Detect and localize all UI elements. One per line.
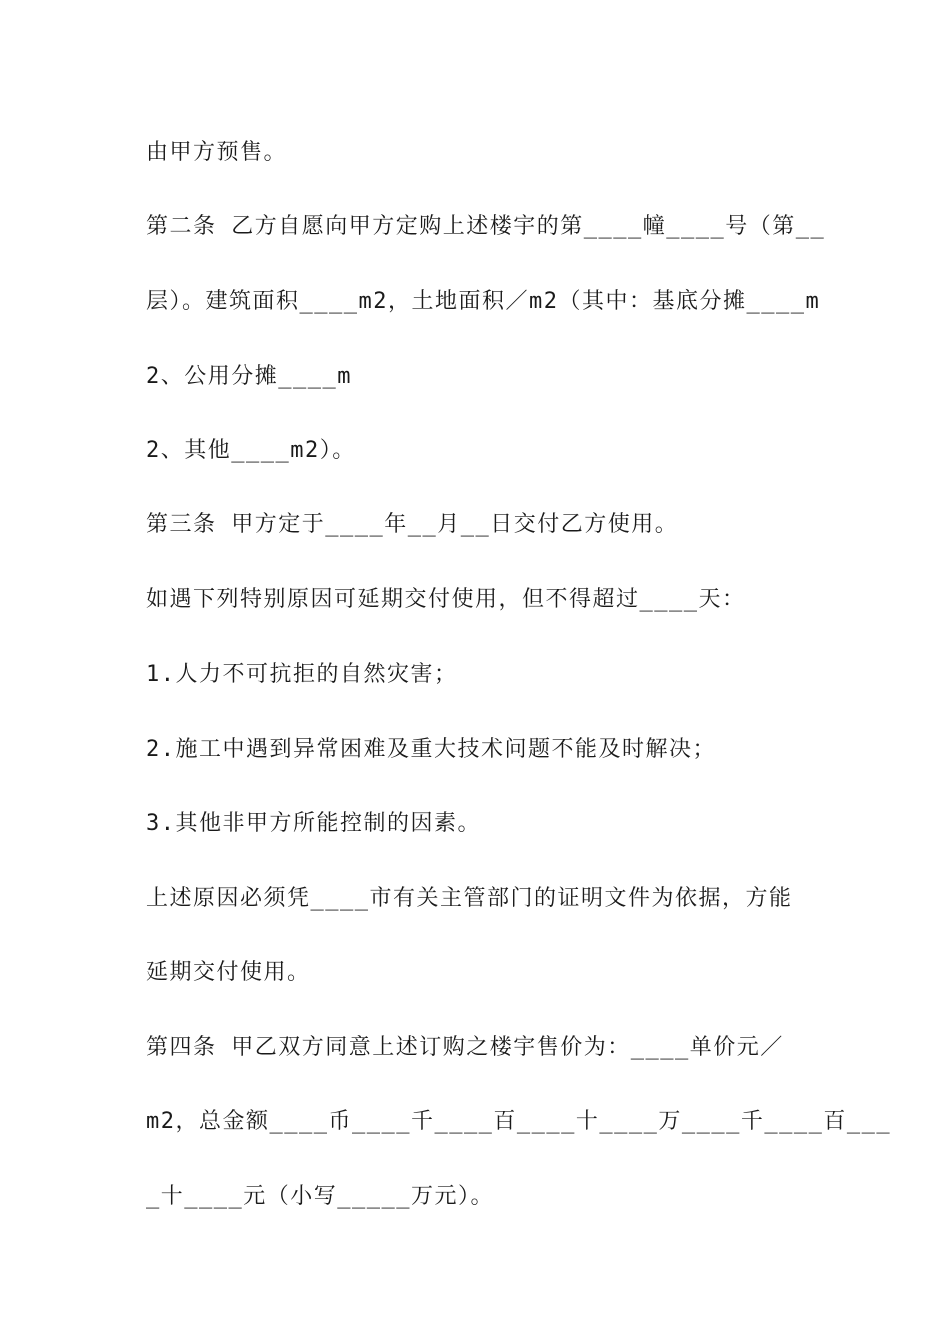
article-two-line-2: 层）。建筑面积____m2，土地面积／m2（其中：基底分摊____m — [146, 289, 821, 314]
article-four-line-1: 第四条 甲乙双方同意上述订购之楼宇售价为：____单价元／ — [146, 1035, 784, 1060]
paragraph-line: 由甲方预售。 — [146, 140, 288, 165]
article-four-line-3: _十____元（小写_____万元）。 — [146, 1184, 494, 1209]
article-two-line-3: 2、公用分摊____m — [146, 364, 352, 389]
article-four-line-2: m2，总金额____币____千____百____十____万____千____百___ — [146, 1109, 892, 1134]
delay-clause-line: 如遇下列特别原因可延期交付使用，但不得超过____天： — [146, 587, 746, 612]
evidence-clause-line-2: 延期交付使用。 — [146, 960, 311, 985]
article-three-line: 第三条 甲方定于____年__月__日交付乙方使用。 — [146, 512, 679, 537]
article-two-line-1: 第二条 乙方自愿向甲方定购上述楼宇的第____幢____号（第__ — [146, 214, 826, 239]
list-item-1: 1.人力不可抗拒的自然灾害； — [146, 662, 458, 687]
list-item-2: 2.施工中遇到异常困难及重大技术问题不能及时解决； — [146, 737, 716, 762]
evidence-clause-line-1: 上述原因必须凭____市有关主管部门的证明文件为依据，方能 — [146, 886, 793, 911]
article-two-line-4: 2、其他____m2）。 — [146, 438, 356, 463]
list-item-3: 3.其他非甲方所能控制的因素。 — [146, 811, 481, 836]
